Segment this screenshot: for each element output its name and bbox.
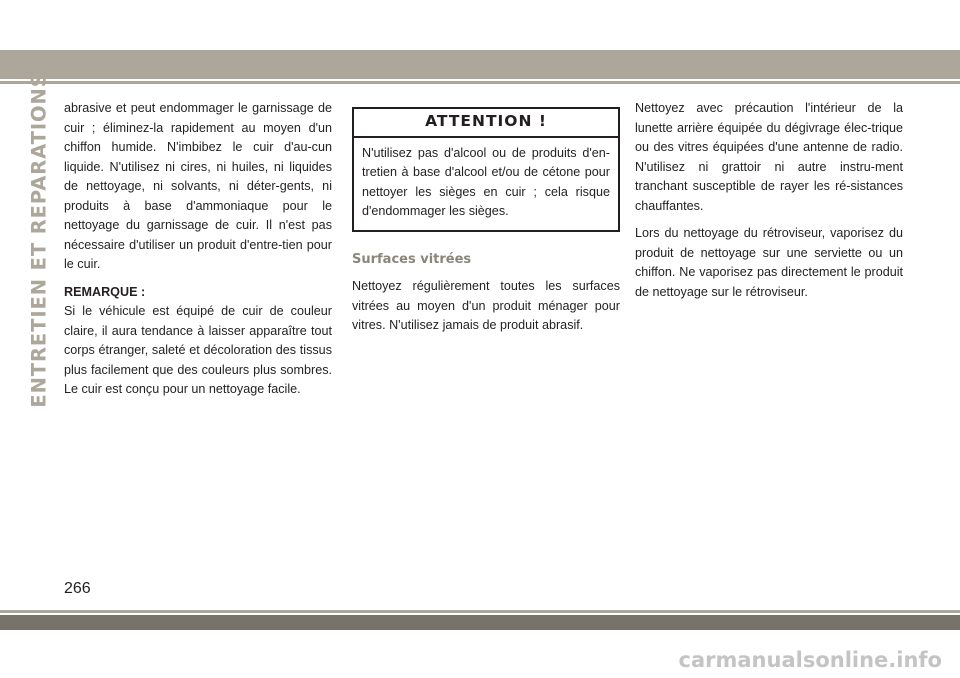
header-rule [0, 81, 960, 84]
watermark [0, 648, 960, 672]
column-2 [352, 99, 620, 344]
note-title: REMARQUE : [64, 284, 146, 299]
chapter-side-tab-label: ENTRETIEN ET REPARATIONS [27, 72, 51, 408]
glass-surfaces-paragraph: Nettoyez régulièrement toutes les surfaces vitrées au moyen d'un produit ménager pour vitres. N'utilisez jamais de produit abrasif. [352, 279, 620, 332]
note-block [64, 283, 332, 400]
chapter-side-tab [27, 72, 51, 408]
footer-rule [0, 610, 960, 613]
rear-window-paragraph: Nettoyez avec précaution l'intérieur de la lunette arrière équipée du dégivrage élec-trique ou des vitres équipées d'une antenne de radio. N'utilisez ni grattoir ni autre instru-ment tranchant susceptible de rayer les ré-sistances chauffantes. [635, 101, 903, 213]
watermark-text: carmanualsonline.info [678, 648, 942, 672]
column-1 [64, 99, 332, 408]
page-number: 266 [64, 580, 91, 597]
note-text: Si le véhicule est équipé de cuir de couleur claire, il aura tendance à laisser apparaître tout corps étranger, saleté et décoloration des tissus plus facilement que des couleurs plus sombres. Le cuir est conçu pour un nettoyage facile. [64, 304, 332, 396]
mirror-cleaning-paragraph: Lors du nettoyage du rétroviseur, vaporisez du produit de nettoyage sur une serviette ou un chiffon. Ne vaporisez pas directement le produit de nettoyage sur le rétroviseur. [635, 226, 903, 299]
leather-cleaning-paragraph: abrasive et peut endommager le garnissage de cuir ; éliminez-la rapidement au moyen d'un chiffon humide. N'imbibez le cuir d'au-cun liquide. N'utilisez ni cires, ni huiles, ni liquides de nettoyage, ni solvants, ni déter-gents, ni produits à base d'ammoniaque pour le nettoyage du garnissage de cuir. Il n'est pas nécessaire d'utiliser un produit d'entre-tien pour le cuir. [64, 101, 332, 271]
section-title: Surfaces vitrées [352, 251, 472, 267]
warning-title: ATTENTION ! [354, 109, 618, 138]
header-band [0, 50, 960, 79]
warning-text: N'utilisez pas d'alcool ou de produits d'en-tretien à base d'alcool et/ou de cétone pour nettoyer les sièges en cuir ; cela risque d'endommager les sièges. [362, 145, 610, 218]
warning-box [352, 107, 620, 232]
column-3 [635, 99, 903, 310]
footer-band [0, 615, 960, 630]
